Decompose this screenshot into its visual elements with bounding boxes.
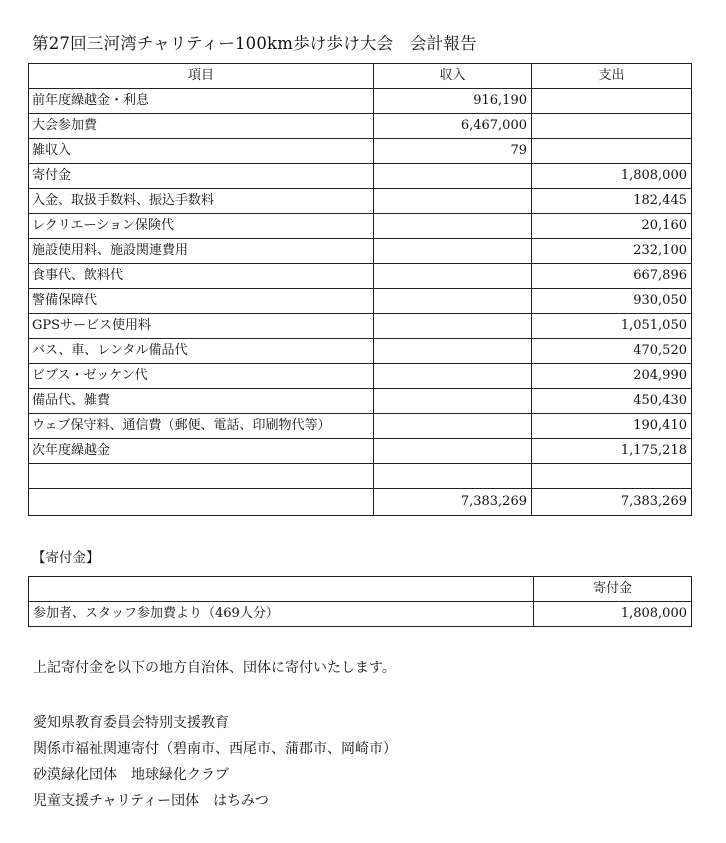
row-income bbox=[374, 364, 532, 389]
row-expense bbox=[532, 464, 692, 489]
table-row bbox=[29, 114, 692, 139]
table-row bbox=[29, 464, 692, 489]
row-item: ビブス・ゼッケン代 bbox=[29, 364, 374, 389]
donation-row bbox=[29, 602, 692, 627]
table-row bbox=[29, 264, 692, 289]
table-row bbox=[29, 314, 692, 339]
table-row bbox=[29, 389, 692, 414]
row-income bbox=[374, 464, 532, 489]
row-income bbox=[374, 414, 532, 439]
row-expense: 1,051,050 bbox=[532, 314, 692, 339]
table-row bbox=[29, 89, 692, 114]
table-row bbox=[29, 164, 692, 189]
table-row bbox=[29, 339, 692, 364]
row-item: 次年度繰越金 bbox=[29, 439, 374, 464]
page-title: 第27回三河湾チャリティー100km歩け歩け大会 会計報告 bbox=[32, 34, 477, 53]
row-item: レクリエーション保険代 bbox=[29, 214, 374, 239]
donation-section-title: 【寄付金】 bbox=[32, 550, 100, 566]
row-income: 7,383,269 bbox=[374, 488, 532, 515]
row-income bbox=[374, 339, 532, 364]
table-row bbox=[29, 289, 692, 314]
total-row bbox=[29, 488, 692, 515]
row-expense: 204,990 bbox=[532, 364, 692, 389]
row-expense: 7,383,269 bbox=[532, 488, 692, 515]
donation-amount: 1,808,000 bbox=[534, 602, 692, 627]
row-item bbox=[29, 464, 374, 489]
row-income bbox=[374, 389, 532, 414]
row-expense: 450,430 bbox=[532, 389, 692, 414]
row-expense: 1,808,000 bbox=[532, 164, 692, 189]
recipient-line: 関係市福祉関連寄付（碧南市、西尾市、蒲郡市、岡崎市） bbox=[33, 741, 397, 757]
row-item: 施設使用料、施設関連費用 bbox=[29, 239, 374, 264]
row-expense bbox=[532, 139, 692, 164]
donation-header-amount: 寄付金 bbox=[534, 577, 692, 602]
row-item: GPSサービス使用料 bbox=[29, 314, 374, 339]
row-item: ウェブ保守料、通信費（郵便、電話、印刷物代等） bbox=[29, 414, 374, 439]
row-expense: 232,100 bbox=[532, 239, 692, 264]
row-expense bbox=[532, 89, 692, 114]
table-row bbox=[29, 364, 692, 389]
recipient-line: 砂漠緑化団体 地球緑化クラブ bbox=[33, 767, 229, 783]
row-expense: 1,175,218 bbox=[532, 439, 692, 464]
row-income bbox=[374, 164, 532, 189]
row-expense: 667,896 bbox=[532, 264, 692, 289]
row-income bbox=[374, 439, 532, 464]
donation-table bbox=[28, 576, 692, 627]
row-item bbox=[29, 488, 374, 515]
row-item: 食事代、飲料代 bbox=[29, 264, 374, 289]
row-item: 入金、取扱手数料、振込手数料 bbox=[29, 189, 374, 214]
row-expense: 930,050 bbox=[532, 289, 692, 314]
row-expense: 182,445 bbox=[532, 189, 692, 214]
donation-header-blank bbox=[29, 577, 534, 602]
table-row bbox=[29, 239, 692, 264]
donation-header-row bbox=[29, 577, 692, 602]
row-expense: 190,410 bbox=[532, 414, 692, 439]
donation-item: 参加者、スタッフ参加費より（469人分） bbox=[29, 602, 534, 627]
recipient-line: 愛知県教育委員会特別支援教育 bbox=[33, 715, 229, 731]
row-income bbox=[374, 214, 532, 239]
row-income bbox=[374, 239, 532, 264]
row-income bbox=[374, 289, 532, 314]
row-income: 6,467,000 bbox=[374, 114, 532, 139]
row-income bbox=[374, 314, 532, 339]
row-expense: 470,520 bbox=[532, 339, 692, 364]
header-expense: 支出 bbox=[532, 64, 692, 89]
row-income: 79 bbox=[374, 139, 532, 164]
table-row bbox=[29, 189, 692, 214]
header-item: 項目 bbox=[29, 64, 374, 89]
row-item: バス、車、レンタル備品代 bbox=[29, 339, 374, 364]
row-expense bbox=[532, 114, 692, 139]
row-income: 916,190 bbox=[374, 89, 532, 114]
row-income bbox=[374, 189, 532, 214]
row-income bbox=[374, 264, 532, 289]
row-item: 雑収入 bbox=[29, 139, 374, 164]
recipient-line: 児童支援チャリティー団体 はちみつ bbox=[33, 793, 269, 809]
accounting-report-table bbox=[28, 63, 692, 516]
row-expense: 20,160 bbox=[532, 214, 692, 239]
table-row bbox=[29, 414, 692, 439]
row-item: 警備保障代 bbox=[29, 289, 374, 314]
header-income: 収入 bbox=[374, 64, 532, 89]
table-header-row bbox=[29, 64, 692, 89]
row-item: 備品代、雑費 bbox=[29, 389, 374, 414]
row-item: 大会参加費 bbox=[29, 114, 374, 139]
table-row bbox=[29, 139, 692, 164]
table-row bbox=[29, 439, 692, 464]
row-item: 寄付金 bbox=[29, 164, 374, 189]
donation-intro-text: 上記寄付金を以下の地方自治体、団体に寄付いたします。 bbox=[33, 660, 396, 676]
table-row bbox=[29, 214, 692, 239]
row-item: 前年度繰越金・利息 bbox=[29, 89, 374, 114]
